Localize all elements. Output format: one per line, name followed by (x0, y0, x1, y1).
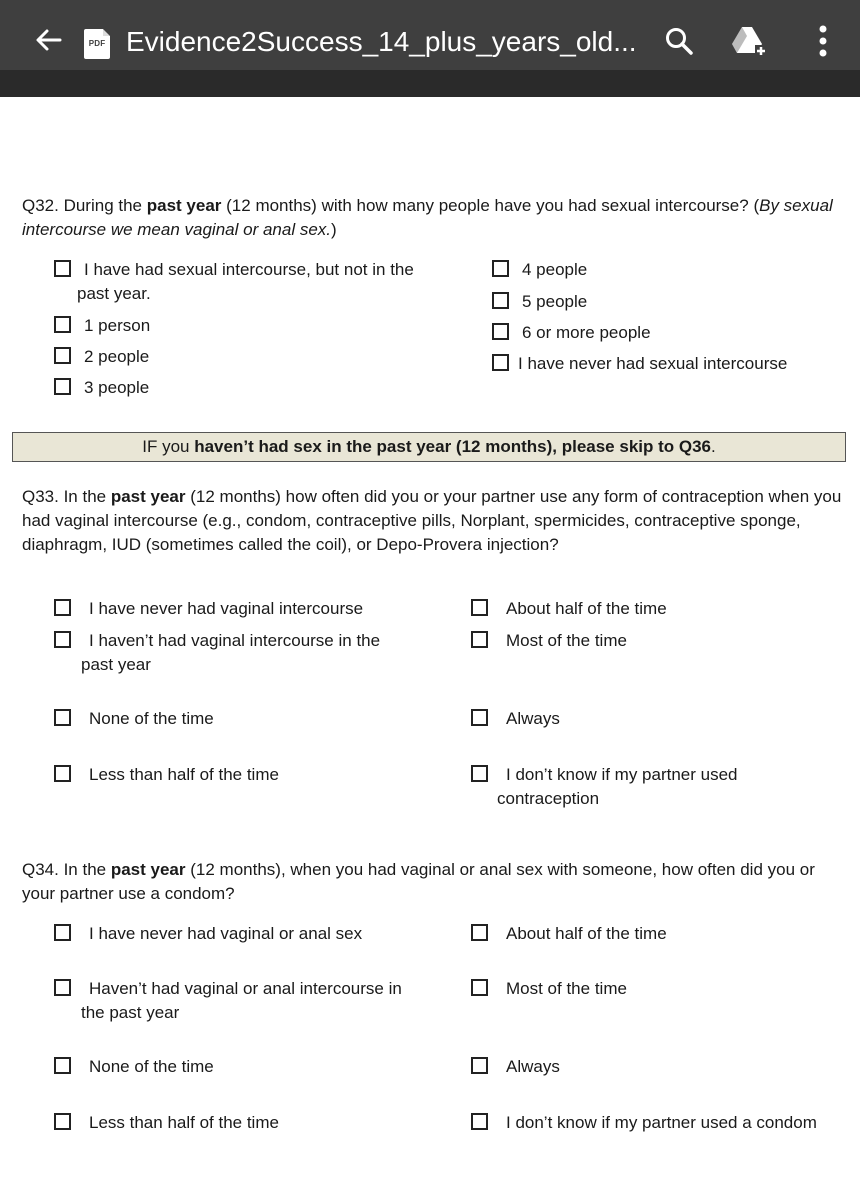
option-q32-2-people[interactable]: 2 people (54, 345, 454, 369)
search-icon[interactable] (660, 22, 698, 60)
question-q32: Q32. During the past year (12 months) with how many people have you had sexual intercourse? (By sexual intercourse we mean vaginal or anal sex.) (22, 196, 833, 239)
checkbox[interactable] (54, 924, 71, 941)
checkbox[interactable] (54, 347, 71, 364)
skip-instruction-banner: IF you haven’t had sex in the past year (12 months), please skip to Q36. (12, 432, 846, 462)
option-q34-less-than-half[interactable]: Less than half of the time (54, 1111, 434, 1135)
option-q33-about-half[interactable]: About half of the time (471, 597, 831, 621)
checkbox[interactable] (54, 1057, 71, 1074)
checkbox[interactable] (54, 1113, 71, 1130)
checkbox[interactable] (54, 979, 71, 996)
option-q33-not-past-year[interactable]: I haven’t had vaginal intercourse in the past year (54, 629, 434, 677)
option-q33-never[interactable]: I have never had vaginal intercourse (54, 597, 434, 621)
option-q34-dont-know[interactable]: I don’t know if my partner used a condom (471, 1111, 856, 1135)
checkbox[interactable] (471, 1113, 488, 1130)
app-bar-shadow (0, 70, 860, 97)
checkbox[interactable] (54, 260, 71, 277)
option-q32-never[interactable]: I have never had sexual intercourse (492, 352, 832, 376)
option-q33-most[interactable]: Most of the time (471, 629, 831, 653)
checkbox[interactable] (471, 631, 488, 648)
checkbox[interactable] (54, 378, 71, 395)
checkbox[interactable] (492, 354, 509, 371)
checkbox[interactable] (471, 1057, 488, 1074)
checkbox[interactable] (54, 709, 71, 726)
pdf-file-icon: PDF (84, 29, 110, 59)
checkbox[interactable] (54, 631, 71, 648)
checkbox[interactable] (54, 599, 71, 616)
checkbox[interactable] (492, 292, 509, 309)
pdf-page (0, 97, 860, 1200)
option-q32-1-person[interactable]: 1 person (54, 314, 454, 338)
option-q34-about-half[interactable]: About half of the time (471, 922, 851, 946)
option-q34-not-past-year[interactable]: Haven’t had vaginal or anal intercourse in the past year (54, 977, 434, 1025)
checkbox[interactable] (492, 323, 509, 340)
option-q32-not-past-year[interactable]: I have had sexual intercourse, but not in the past year. (54, 258, 454, 306)
option-q32-6-or-more[interactable]: 6 or more people (492, 321, 832, 345)
drive-add-icon[interactable] (728, 22, 770, 60)
more-vert-icon[interactable] (806, 20, 840, 62)
option-q32-3-people[interactable]: 3 people (54, 376, 454, 400)
checkbox[interactable] (54, 316, 71, 333)
document-title: Evidence2Success_14_plus_years_old... (126, 26, 637, 57)
option-q33-always[interactable]: Always (471, 707, 831, 731)
option-q33-none[interactable]: None of the time (54, 707, 434, 731)
checkbox[interactable] (471, 599, 488, 616)
question-q34: Q34. In the past year (12 months), when you had vaginal or anal sex with someone, how often did you or your partner use a condom? (22, 860, 815, 903)
option-q34-always[interactable]: Always (471, 1055, 851, 1079)
option-q34-never[interactable]: I have never had vaginal or anal sex (54, 922, 434, 946)
option-q34-none[interactable]: None of the time (54, 1055, 434, 1079)
option-q32-4-people[interactable]: 4 people (492, 258, 832, 282)
question-q33: Q33. In the past year (12 months) how often did you or your partner use any form of contraception when you had vaginal intercourse (e.g., condom, contraceptive pills, Norplant, spermicides, contraceptive sponge, diaphragm, IUD (sometimes called the coil), or Depo-Provera injection? (22, 487, 842, 554)
checkbox[interactable] (471, 979, 488, 996)
option-q33-less-than-half[interactable]: Less than half of the time (54, 763, 434, 787)
arrow-back-icon[interactable] (28, 20, 68, 60)
checkbox[interactable] (471, 765, 488, 782)
checkbox[interactable] (492, 260, 509, 277)
checkbox[interactable] (471, 924, 488, 941)
checkbox[interactable] (54, 765, 71, 782)
option-q32-5-people[interactable]: 5 people (492, 290, 832, 314)
checkbox[interactable] (471, 709, 488, 726)
option-q33-dont-know[interactable]: I don’t know if my partner used contraception (471, 763, 831, 811)
option-q34-most[interactable]: Most of the time (471, 977, 851, 1001)
